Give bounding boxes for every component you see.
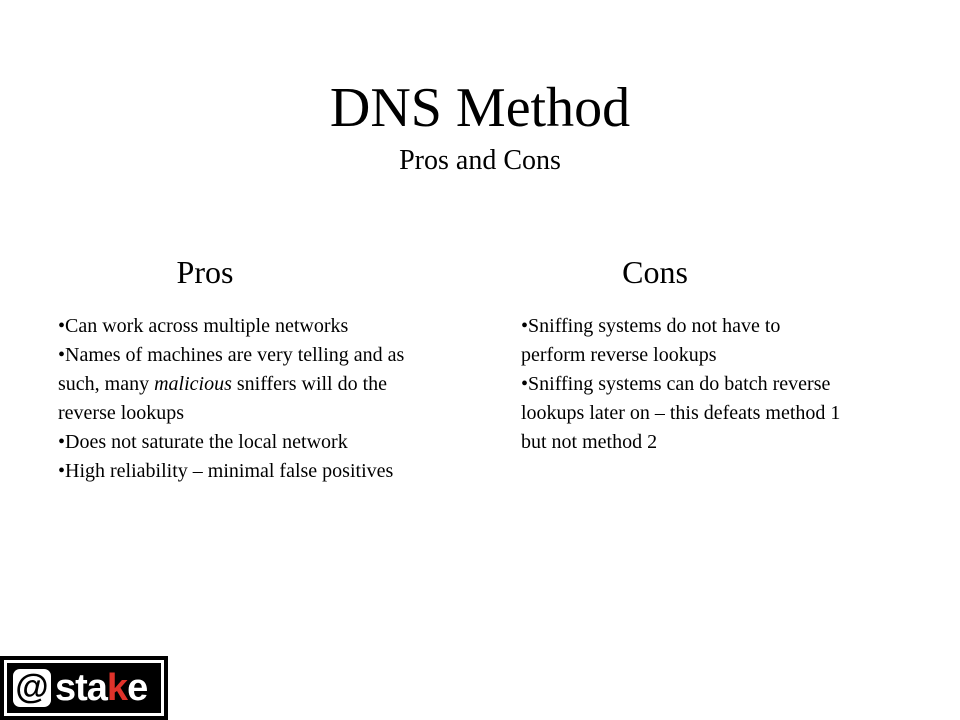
logo-word-end: e: [127, 667, 148, 709]
cons-item: [521, 312, 841, 370]
slide-title: DNS Method: [329, 77, 631, 139]
cons-heading: Cons: [622, 254, 688, 290]
pros-item: [58, 457, 428, 486]
logo-word-start: sta: [55, 667, 107, 709]
pros-item-text: Does not saturate the local network: [65, 431, 348, 453]
pros-heading: Pros: [176, 254, 234, 290]
bullet-icon: •: [58, 315, 66, 337]
cons-item-text: Sniffing systems can do batch reverse lookups later on – this defeats method 1 but not method 2: [521, 373, 841, 453]
stake-logo: [0, 656, 168, 720]
cons-item-text: Sniffing systems do not have to perform reverse lookups: [521, 315, 781, 366]
bullet-icon: •: [58, 460, 66, 482]
pros-item-text: High reliability – minimal false positives: [65, 460, 394, 482]
bullet-icon: •: [521, 315, 529, 337]
pros-item-emphasis: malicious: [154, 373, 232, 395]
bullet-icon: •: [58, 344, 66, 366]
pros-item: [58, 341, 428, 428]
cons-list: [521, 312, 841, 457]
pros-item-text: Can work across multiple networks: [65, 315, 349, 337]
logo-wordmark: [55, 668, 147, 708]
logo-frame: [4, 660, 164, 716]
logo-at-icon: @: [13, 669, 51, 707]
pros-item-text: sniffers will do the reverse lookups: [58, 373, 388, 424]
logo-word-accent: k: [106, 667, 128, 709]
pros-item: [58, 428, 428, 457]
cons-item: [521, 370, 841, 457]
pros-list: [58, 312, 428, 486]
slide-subtitle: Pros and Cons: [399, 145, 561, 176]
pros-item-text: Names of machines are very telling and as such, many: [58, 344, 405, 395]
pros-item: [58, 312, 428, 341]
bullet-icon: •: [58, 431, 66, 453]
bullet-icon: •: [521, 373, 529, 395]
